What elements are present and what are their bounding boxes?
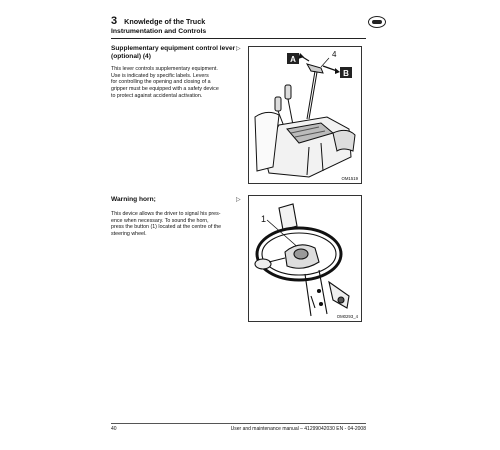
footer-divider (111, 423, 366, 424)
header-divider (111, 38, 366, 39)
figure-steering-wheel (248, 195, 362, 322)
om-logo-icon (368, 16, 386, 28)
label-b: B (343, 69, 349, 78)
figure-code: OM0293_4 (336, 314, 358, 319)
label-4: 4 (332, 50, 337, 59)
horn-illustration (249, 196, 361, 321)
page-number: 40 (111, 426, 117, 432)
chapter-title: Knowledge of the Truck (124, 17, 206, 26)
figure-control-levers (248, 46, 362, 184)
triangle-pointer-icon: ▷ (236, 197, 241, 203)
lever-illustration (249, 47, 361, 183)
section-body-horn: This device allows the driver to signal his pres- ence when necessary. To sound the horn, press the button (1) located at the centre of the steering wheel. (111, 211, 222, 238)
section-body-lever: This lever controls supplementary equipment. Use is indicated by specific labels. Levers for controlling the opening and closing of a gripper must be equipped with a safety device to protect against accidental activation. (111, 66, 219, 99)
manual-reference: User and maintenance manual – 41299042030 EN - 04-2008 (230, 426, 366, 432)
section-title-horn: Warning horn; (111, 196, 156, 203)
chapter-number: 3 (111, 15, 118, 27)
section-title-lever: Supplementary equipment control lever (optional) (4) (111, 45, 236, 60)
triangle-pointer-icon: ▷ (236, 46, 241, 52)
section-subtitle: Instrumentation and Controls (111, 28, 207, 35)
page-header (111, 15, 366, 35)
figure-code: OM1519 (341, 176, 358, 181)
label-a: A (290, 55, 296, 64)
label-1: 1 (261, 214, 267, 224)
